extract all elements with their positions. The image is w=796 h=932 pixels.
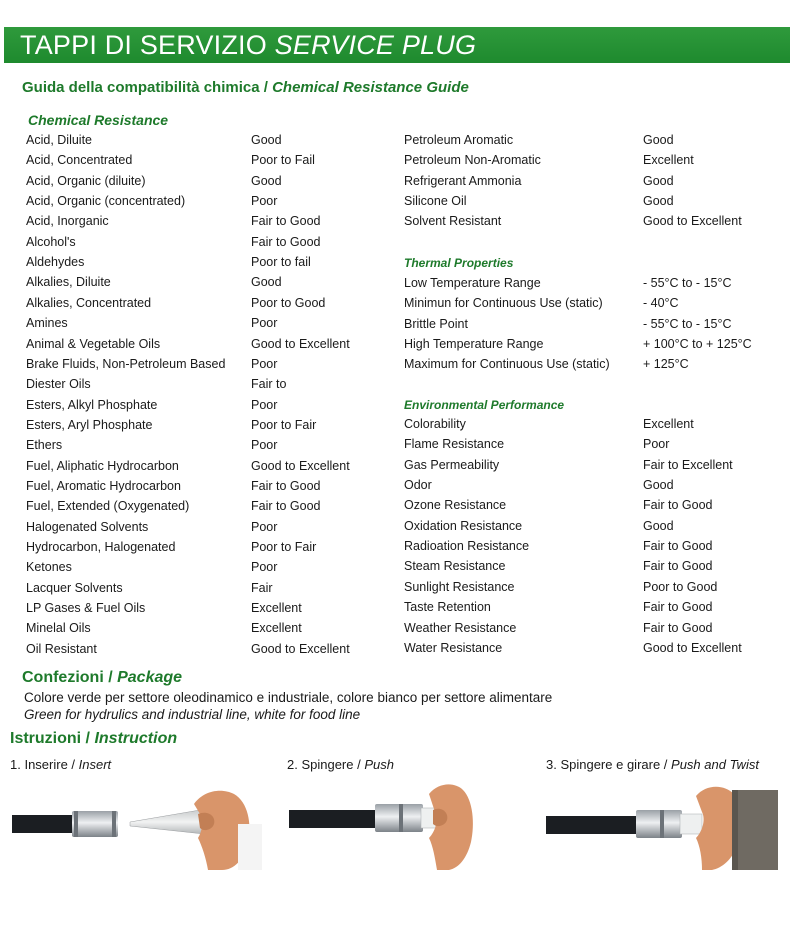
property-rating: Excellent [251, 621, 302, 636]
property-name: Alkalies, Concentrated [26, 295, 152, 310]
instructions-title-it: Istruzioni / [10, 730, 90, 747]
table-row [404, 191, 793, 211]
table-row [404, 597, 793, 617]
guide-title-it: Guida della compatibilità chimica / [22, 79, 268, 96]
property-name: Acid, Concentrated [26, 153, 133, 168]
property-rating: Poor to fail [251, 255, 311, 270]
table-row [26, 395, 401, 415]
table-row [26, 598, 401, 618]
table-row [404, 150, 793, 170]
property-name: Steam Resistance [404, 559, 506, 574]
package-title-it: Confezioni / [22, 669, 113, 686]
package-title-en: Package [117, 669, 183, 686]
property-name: Oxidation Resistance [404, 518, 523, 533]
property-name: Alkalies, Diluite [26, 275, 111, 290]
step-2-label-it: 2. Spingere / [287, 757, 361, 772]
property-rating: Good [643, 133, 674, 147]
property-rating: Poor [251, 397, 278, 412]
table-row [26, 150, 401, 170]
table-row [26, 537, 401, 557]
property-name: Acid, Organic (concentrated) [26, 194, 186, 209]
property-rating: Fair [251, 580, 273, 595]
step-2-illustration [289, 780, 489, 870]
property-name: Acid, Organic (diluite) [26, 173, 146, 188]
table-row [26, 374, 401, 394]
property-rating: + 100°C to + 125°C [643, 337, 752, 352]
property-name: Acid, Inorganic [26, 214, 109, 229]
step-3-label-en: Push and Twist [671, 757, 759, 772]
property-rating: Fair to [251, 377, 287, 392]
property-name: Gas Permeability [404, 457, 500, 472]
property-rating: Poor [251, 519, 278, 534]
property-name: Silicone Oil [404, 194, 467, 209]
package-text-it: Colore verde per settore oleodinamico e industriale, colore bianco per settore alimentare [24, 690, 553, 705]
property-rating: Fair to Good [643, 620, 713, 635]
service-plug [680, 814, 702, 834]
table-row [404, 354, 793, 374]
property-name: Water Resistance [404, 640, 503, 655]
step-1-illustration [12, 780, 262, 870]
property-rating: Excellent [251, 601, 302, 616]
table-row [404, 211, 793, 231]
property-name: Petroleum Non-Aromatic [404, 153, 541, 168]
table-row [404, 475, 793, 495]
property-name: LP Gases & Fuel Oils [26, 601, 146, 616]
property-rating: Fair to Good [251, 234, 321, 249]
table-row [26, 639, 401, 659]
property-rating: Fair to Excellent [643, 457, 733, 472]
property-rating: + 125°C [643, 357, 689, 372]
property-name: Minelal Oils [26, 621, 91, 636]
property-rating: Fair to Good [251, 478, 321, 493]
property-rating: Fair to Good [251, 214, 321, 229]
property-rating: Fair to Good [643, 600, 713, 615]
environmental-heading: Environmental Performance [404, 398, 565, 412]
property-name: Ozone Resistance [404, 498, 507, 513]
hose-fitting [636, 810, 682, 838]
table-row [404, 536, 793, 556]
property-name: Colorability [404, 417, 466, 431]
table-row [404, 455, 793, 475]
table-row [26, 293, 401, 313]
property-name: Fuel, Aliphatic Hydrocarbon [26, 458, 179, 473]
property-name: Ketones [26, 560, 72, 575]
table-row [26, 171, 401, 191]
property-name: Hydrocarbon, Halogenated [26, 540, 176, 554]
table-row [404, 495, 793, 515]
table-row [26, 578, 401, 598]
property-name: Brake Fluids, Non-Petroleum Based [26, 356, 226, 371]
property-rating: Poor [251, 194, 278, 209]
property-rating: Good [251, 275, 282, 290]
property-name: Taste Retention [404, 600, 491, 615]
property-name: Oil Resistant [26, 641, 97, 656]
instructions-title-en: Instruction [94, 730, 178, 747]
property-rating: Good to Excellent [251, 641, 350, 656]
package-text-en: Green for hydrulics and industrial line, white for food line [24, 707, 361, 722]
property-name: Sunlight Resistance [404, 579, 515, 594]
property-rating: Excellent [643, 153, 694, 168]
guide-title-en: Chemical Resistance Guide [272, 79, 469, 96]
table-row [404, 556, 793, 576]
table-row [26, 415, 401, 435]
property-name: Acid, Diluite [26, 133, 92, 147]
property-name: Alcohol's [26, 234, 76, 249]
step-1-label [10, 757, 111, 772]
table-row [26, 334, 401, 354]
table-row [404, 516, 793, 536]
property-rating: Fair to Good [643, 498, 713, 513]
table-row [404, 577, 793, 597]
property-rating: - 55°C to - 15°C [643, 276, 732, 290]
service-plug [130, 810, 204, 834]
property-name: Esters, Alkyl Phosphate [26, 397, 158, 412]
table-row [404, 414, 793, 434]
property-rating: Poor to Fair [251, 417, 317, 432]
table-row [404, 638, 793, 658]
property-rating: Poor [251, 560, 278, 575]
property-name: Halogenated Solvents [26, 519, 149, 534]
property-name: Weather Resistance [404, 620, 517, 635]
hose [546, 816, 638, 834]
property-name: Low Temperature Range [404, 276, 541, 290]
step-2-label [287, 757, 394, 772]
property-name: Odor [404, 478, 432, 493]
table-row [26, 476, 401, 496]
property-rating: Good [643, 478, 674, 493]
property-name: Minimun for Continuous Use (static) [404, 296, 603, 311]
chemical-heading: Chemical Resistance [28, 112, 169, 128]
table-row [26, 130, 401, 150]
property-name: Solvent Resistant [404, 214, 502, 229]
table-row [26, 354, 401, 374]
property-name: Refrigerant Ammonia [404, 173, 522, 188]
table-row [26, 313, 401, 333]
property-rating: Good [643, 194, 674, 209]
step-1-label-en: Insert [78, 757, 112, 772]
property-rating: Poor to Fail [251, 153, 315, 168]
property-name: Radioation Resistance [404, 539, 530, 554]
property-name: Ethers [26, 438, 63, 453]
table-row [404, 434, 793, 454]
banner-title-it: TAPPI DI SERVIZIO [20, 30, 267, 60]
property-rating: Good [643, 173, 674, 188]
property-rating: - 40°C [643, 296, 679, 311]
table-row [26, 435, 401, 455]
property-rating: Good to Excellent [251, 458, 350, 473]
property-name: Amines [26, 316, 68, 331]
step-3-label [546, 757, 759, 772]
property-rating: Poor [251, 356, 278, 371]
property-rating: - 55°C to - 15°C [643, 316, 732, 331]
banner-title-en: SERVICE PLUG [274, 30, 477, 60]
step-1-label-it: 1. Inserire / [10, 757, 76, 772]
property-rating: Poor to Fair [251, 540, 317, 554]
header-banner [4, 27, 790, 63]
property-rating: Poor to Good [643, 579, 718, 594]
thermal-heading: Thermal Properties [404, 256, 514, 270]
property-name: Diester Oils [26, 377, 91, 392]
step-2-label-en: Push [364, 757, 394, 772]
property-name: Lacquer Solvents [26, 580, 123, 595]
property-name: Fuel, Aromatic Hydrocarbon [26, 478, 181, 493]
table-row [404, 273, 793, 293]
property-name: Esters, Aryl Phosphate [26, 417, 153, 432]
property-name: Animal & Vegetable Oils [26, 336, 161, 351]
property-rating: Good to Excellent [643, 214, 742, 229]
property-rating: Good to Excellent [643, 640, 742, 655]
instructions-title [10, 730, 177, 748]
sleeve [732, 790, 778, 870]
hose-fitting [72, 811, 118, 837]
table-row [404, 618, 793, 638]
property-rating: Excellent [643, 417, 694, 431]
hose [289, 810, 377, 828]
guide-title [22, 79, 469, 96]
step-3-illustration [546, 780, 778, 870]
property-name: High Temperature Range [404, 337, 544, 352]
property-rating: Poor to Good [251, 295, 326, 310]
property-rating: Good [251, 133, 282, 147]
table-row [404, 334, 793, 354]
property-rating: Good to Excellent [251, 336, 350, 351]
table-row [26, 496, 401, 516]
package-title [22, 669, 182, 687]
table-row [404, 314, 793, 334]
property-name: Fuel, Extended (Oxygenated) [26, 499, 190, 514]
property-rating: Fair to Good [643, 539, 713, 554]
table-row [26, 211, 401, 231]
property-name: Flame Resistance [404, 437, 505, 452]
table-row [404, 171, 793, 191]
step-3-label-it: 3. Spingere e girare / [546, 757, 668, 772]
property-name: Brittle Point [404, 316, 468, 331]
property-rating: Poor [643, 437, 670, 452]
table-row [26, 517, 401, 537]
table-row [26, 272, 401, 292]
property-rating: Good [251, 173, 282, 188]
table-row [26, 252, 401, 272]
table-row [26, 232, 401, 252]
property-rating: Fair to Good [643, 559, 713, 574]
property-name: Maximum for Continuous Use (static) [404, 357, 610, 372]
table-row [26, 456, 401, 476]
property-name: Petroleum Aromatic [404, 133, 514, 147]
table-row [26, 618, 401, 638]
property-rating: Poor [251, 316, 278, 331]
table-row [26, 557, 401, 577]
property-rating: Poor [251, 438, 278, 453]
table-row [404, 293, 793, 313]
property-name: Aldehydes [26, 255, 85, 270]
hose [12, 815, 74, 833]
hand [429, 784, 473, 870]
table-row [26, 191, 401, 211]
property-rating: Fair to Good [251, 499, 321, 514]
property-rating: Good [643, 518, 674, 533]
table-row [404, 130, 793, 150]
